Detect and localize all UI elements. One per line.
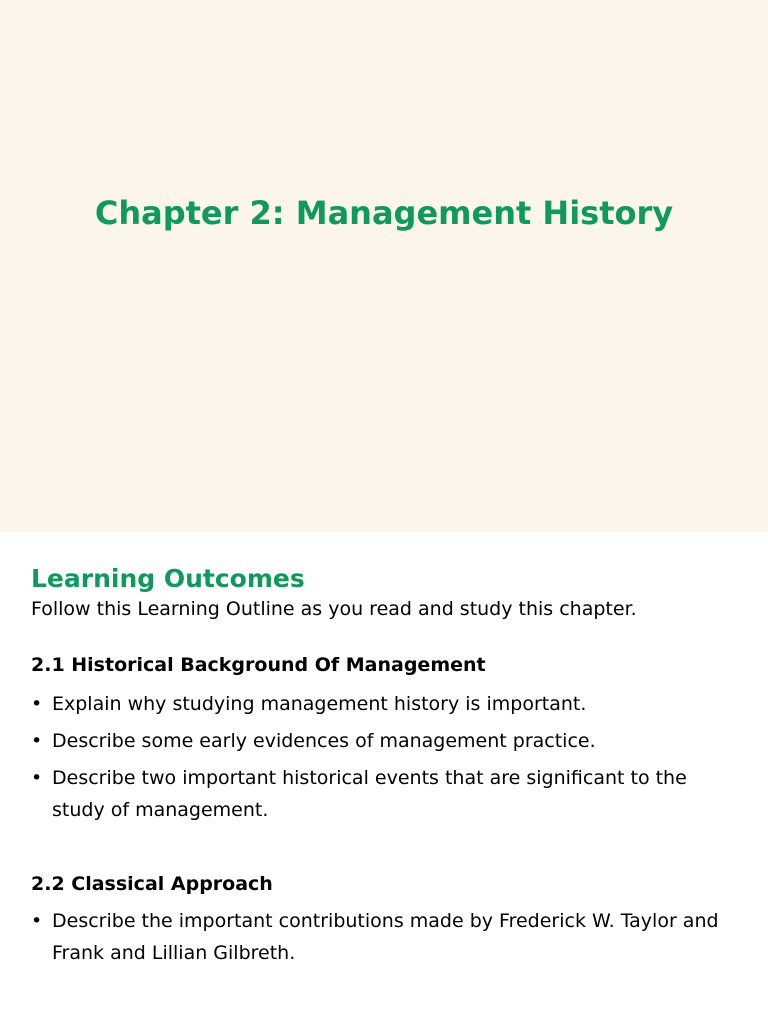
learning-outline-intro: Follow this Learning Outline as you read and study this chapter. [31,598,637,620]
learning-outcomes-page [0,532,768,1024]
section-2-2-bullet-list [31,905,743,974]
bullet-icon: • [31,767,43,789]
bullet-icon: • [31,730,43,752]
section-2-2-heading: 2.2 Classical Approach [31,873,273,895]
learning-outcomes-heading: Learning Outcomes [31,564,305,593]
chapter-title: Chapter 2: Management History [94,194,674,232]
list-item [31,905,743,969]
list-item [31,725,743,757]
bullet-text: Explain why studying management history is important. [52,693,587,715]
list-item [31,762,743,826]
bullet-text: Describe two important historical events that are significant to the study of management. [52,767,687,821]
list-item [31,688,743,720]
section-2-1-heading: 2.1 Historical Background Of Management [31,654,486,676]
bullet-text: Describe some early evidences of management practice. [52,730,596,752]
section-2-1-bullet-list [31,688,743,831]
bullet-icon: • [31,910,43,932]
bullet-text: Describe the important contributions made by Frederick W. Taylor and Frank and Lillian Gilbreth. [52,910,719,964]
bullet-icon: • [31,693,43,715]
